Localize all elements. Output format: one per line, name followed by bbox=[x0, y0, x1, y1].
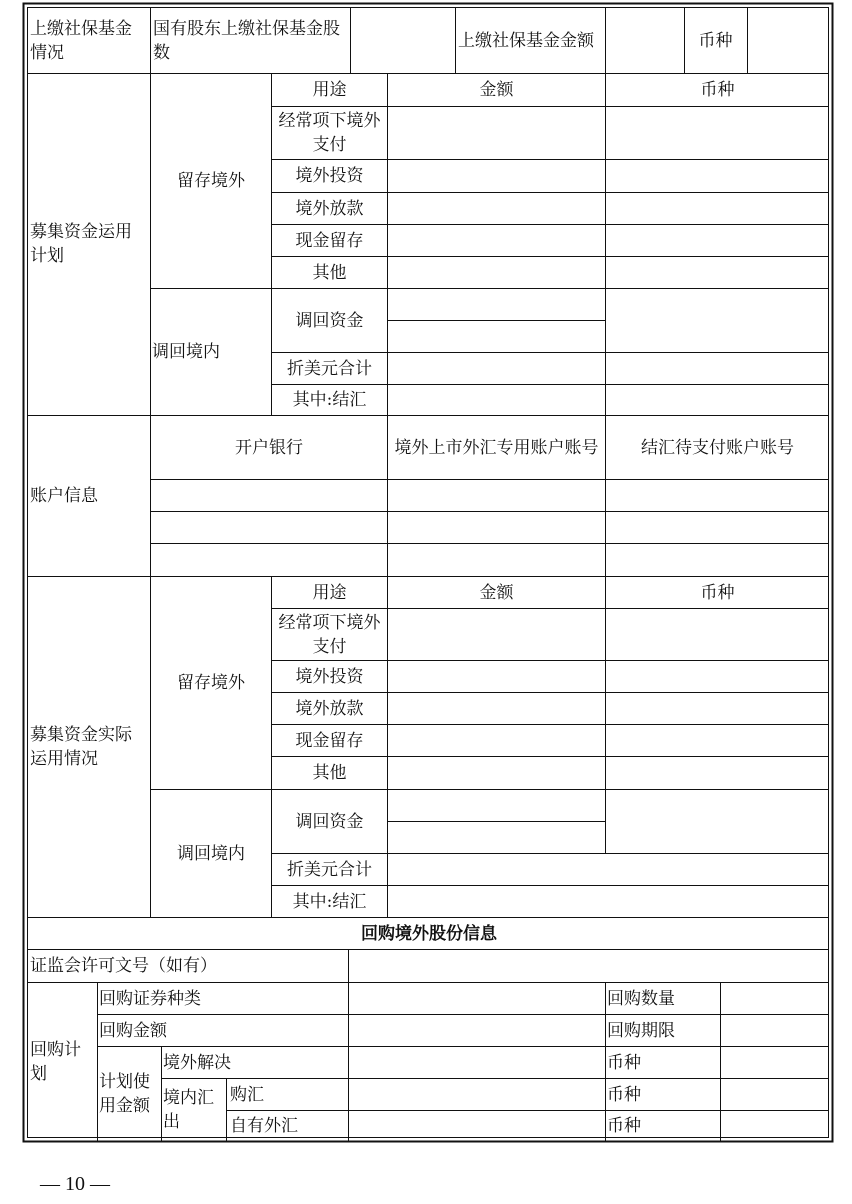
amount-input[interactable] bbox=[607, 10, 682, 72]
actual-col-amount: 金额 bbox=[479, 582, 514, 603]
account-section-title: 账户信息 bbox=[30, 486, 98, 506]
own-fx-label: 自有外汇 bbox=[230, 1116, 298, 1136]
shares-input[interactable] bbox=[352, 10, 453, 72]
actual-use-current-account: 经常项下境外支付 bbox=[278, 612, 381, 657]
quantity-label: 回购数量 bbox=[607, 988, 675, 1009]
actual-use-overseas-investment: 境外投资 bbox=[295, 666, 364, 687]
actual-use-cash-retention: 现金留存 bbox=[295, 730, 364, 751]
currency-label-own: 币种 bbox=[607, 1116, 641, 1136]
shares-label: 国有股东上缴社保基金股数 bbox=[153, 19, 340, 63]
plan-use-overseas-investment: 境外投资 bbox=[295, 166, 364, 186]
plan-repatriate: 调回境内 bbox=[152, 342, 220, 362]
account-col-bank: 开户银行 bbox=[235, 437, 303, 458]
plan-repatriate-funds: 调回资金 bbox=[295, 310, 364, 331]
domestic-remit-label: 境内汇出 bbox=[163, 1088, 214, 1132]
buyback-section-title: 回购境外股份信息 bbox=[361, 923, 497, 944]
plan-section-title: 募集资金运用计划 bbox=[30, 222, 132, 266]
period-label: 回购期限 bbox=[607, 1020, 675, 1041]
contribution-label: 上缴社保基金情况 bbox=[30, 19, 132, 63]
plan-use-cash-retention: 现金留存 bbox=[295, 230, 364, 251]
plan-usd-total: 折美元合计 bbox=[287, 358, 372, 379]
actual-col-currency: 币种 bbox=[700, 582, 735, 603]
currency-label-abroad: 币种 bbox=[607, 1052, 641, 1073]
account-col-fx-account: 境外上市外汇专用账户账号 bbox=[394, 437, 599, 458]
actual-col-use: 用途 bbox=[312, 582, 347, 603]
purchase-fx-label: 购汇 bbox=[230, 1084, 264, 1105]
actual-use-overseas-lending: 境外放款 bbox=[295, 698, 364, 719]
actual-usd-total: 折美元合计 bbox=[287, 859, 372, 880]
plan-col-use: 用途 bbox=[312, 80, 347, 100]
plan-retain-abroad: 留存境外 bbox=[177, 171, 245, 191]
actual-retain-abroad: 留存境外 bbox=[177, 673, 245, 693]
account-col-settle-account: 结汇待支付账户账号 bbox=[641, 437, 794, 458]
plan-use-other: 其他 bbox=[312, 262, 347, 283]
csrc-permit-input[interactable] bbox=[350, 950, 828, 982]
actual-use-other: 其他 bbox=[312, 763, 347, 783]
currency-input[interactable] bbox=[749, 10, 827, 72]
planned-use-label: 计划使用金额 bbox=[99, 1072, 150, 1116]
currency-label: 币种 bbox=[698, 31, 733, 51]
amount-label: 上缴社保基金金额 bbox=[458, 31, 594, 51]
buyback-amount-label: 回购金额 bbox=[99, 1020, 167, 1041]
actual-repatriate-funds: 调回资金 bbox=[295, 811, 364, 832]
actual-of-which-fx: 其中:结汇 bbox=[292, 891, 367, 912]
plan-col-currency: 币种 bbox=[700, 80, 735, 100]
plan-use-current-account: 经常项下境外支付 bbox=[278, 111, 381, 155]
csrc-permit-label: 证监会许可文号（如有） bbox=[30, 956, 217, 976]
resolved-abroad-label: 境外解决 bbox=[163, 1052, 231, 1073]
actual-repatriate: 调回境内 bbox=[177, 843, 245, 864]
plan-use-overseas-lending: 境外放款 bbox=[295, 198, 364, 219]
plan-col-amount: 金额 bbox=[479, 80, 514, 100]
actual-section-title: 募集资金实际运用情况 bbox=[30, 725, 132, 769]
currency-label-purchase: 币种 bbox=[607, 1084, 641, 1105]
page-number: — 10 — bbox=[40, 1173, 110, 1195]
buyback-plan-label: 回购计划 bbox=[30, 1039, 81, 1084]
plan-of-which-fx: 其中:结汇 bbox=[292, 390, 367, 410]
securities-type-label: 回购证券种类 bbox=[99, 988, 201, 1009]
